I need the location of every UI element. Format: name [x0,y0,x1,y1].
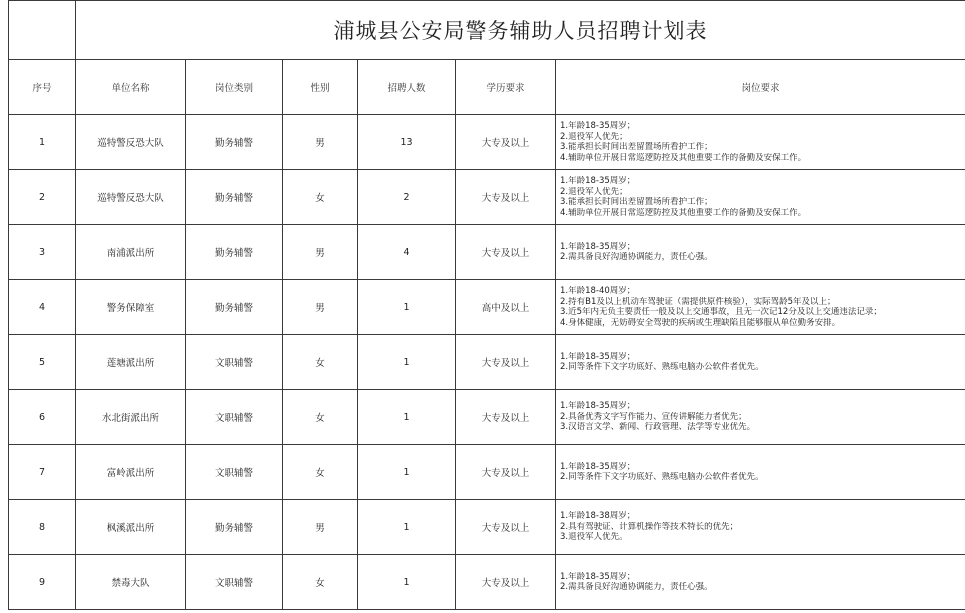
requirement-line: 4.辅助单位开展日常巡逻防控及其他重要工作的备勤及安保工作。 [560,207,807,218]
requirement-line: 1.年龄18-38周岁； [560,511,636,522]
cell-education: 大专及以上 [456,170,556,225]
header-unit: 单位名称 [76,60,186,115]
cell-category: 勤务辅警 [186,500,283,555]
cell-count: 1 [358,390,456,445]
cell-category: 勤务辅警 [186,225,283,280]
table-row [9,170,965,225]
cell-no: 4 [9,280,76,335]
header-requirements: 岗位要求 [556,60,965,115]
cell-no: 5 [9,335,76,390]
cell-category: 勤务辅警 [186,170,283,225]
cell-unit: 水北街派出所 [76,390,186,445]
cell-unit: 富岭派出所 [76,445,186,500]
requirement-line: 1.年龄18-35周岁； [560,401,636,412]
cell-requirements [556,335,965,390]
cell-requirements [556,500,965,555]
cell-gender: 女 [283,335,358,390]
cell-count: 2 [358,170,456,225]
requirement-line: 2.具备优秀文字写作能力、宣传讲解能力者优先； [560,411,747,422]
cell-gender: 男 [283,280,358,335]
requirement-line: 4.身体健康，无妨碍安全驾驶的疾病或生理缺陷且能够服从单位勤务安排。 [560,317,841,328]
cell-count: 1 [358,445,456,500]
cell-requirements [556,225,965,280]
cell-category: 文职辅警 [186,390,283,445]
cell-category: 勤务辅警 [186,115,283,170]
cell-unit: 枫溪派出所 [76,500,186,555]
cell-unit: 警务保障室 [76,280,186,335]
requirement-line: 3.能承担长时间出差留置场所看护工作； [560,197,713,207]
requirement-line: 1.年龄18-35周岁； [560,121,636,131]
requirement-line: 1.年龄18-35周岁； [560,351,636,362]
requirement-line: 2.退役军人优先； [560,186,628,197]
cell-count: 4 [358,225,456,280]
table-row [9,445,965,500]
cell-requirements [556,555,965,610]
requirement-line: 1.年龄18-35周岁； [560,461,636,472]
header-category: 岗位类别 [186,60,283,115]
cell-no: 9 [9,555,76,610]
cell-no: 8 [9,500,76,555]
cell-requirements [556,280,965,335]
requirement-line: 2.同等条件下文字功底好、熟练电脑办公软件者优先。 [560,472,764,482]
cell-no: 3 [9,225,76,280]
cell-count: 1 [358,280,456,335]
requirement-line: 2.需具备良好沟通协调能力，责任心强。 [560,252,713,262]
cell-unit: 禁毒大队 [76,555,186,610]
cell-education: 高中及以上 [456,280,556,335]
cell-no: 1 [9,115,76,170]
header-row [9,60,965,115]
cell-count: 1 [358,335,456,390]
requirement-line: 1.年龄18-35周岁； [560,571,636,582]
table-row [9,115,965,170]
cell-requirements [556,115,965,170]
table-row [9,500,965,555]
table-row [9,555,965,610]
header-count: 招聘人数 [358,60,456,115]
cell-education: 大专及以上 [456,390,556,445]
requirement-line: 2.退役军人优先； [560,131,628,142]
header-no: 序号 [9,60,76,115]
requirement-line: 1.年龄18-40周岁； [560,286,636,296]
requirement-line: 3.近5年内无负主要责任一般及以上交通事故，且无一次记12分及以上交通违法记录； [560,307,882,317]
cell-gender: 女 [283,170,358,225]
cell-gender: 女 [283,445,358,500]
cell-unit: 巡特警反恐大队 [76,115,186,170]
cell-no: 7 [9,445,76,500]
requirement-line: 1.年龄18-35周岁； [560,176,636,186]
cell-unit: 莲塘派出所 [76,335,186,390]
recruitment-table [8,0,965,610]
requirement-line: 3.能承担长时间出差留置场所看护工作； [560,142,713,152]
cell-gender: 女 [283,555,358,610]
requirement-line: 2.需具备良好沟通协调能力，责任心强。 [560,582,713,592]
cell-category: 文职辅警 [186,335,283,390]
cell-count: 1 [358,500,456,555]
cell-category: 勤务辅警 [186,280,283,335]
cell-no: 2 [9,170,76,225]
header-gender: 性别 [283,60,358,115]
cell-unit: 南浦派出所 [76,225,186,280]
page-title: 浦城县公安局警务辅助人员招聘计划表 [76,1,965,60]
cell-category: 文职辅警 [186,555,283,610]
cell-category: 文职辅警 [186,445,283,500]
cell-education: 大专及以上 [456,115,556,170]
table-row [9,225,965,280]
requirement-line: 2.同等条件下文字功底好、熟练电脑办公软件者优先。 [560,362,764,372]
table-row [9,335,965,390]
cell-gender: 女 [283,390,358,445]
requirement-line: 2.具有驾驶证、计算机操作等技术特长的优先； [560,521,739,532]
table-row [9,390,965,445]
cell-education: 大专及以上 [456,445,556,500]
cell-gender: 男 [283,500,358,555]
requirement-line: 3.退役军人优先。 [560,532,628,543]
requirement-line: 1.年龄18-35周岁； [560,241,636,252]
cell-requirements [556,390,965,445]
cell-count: 13 [358,115,456,170]
cell-requirements [556,445,965,500]
requirement-line: 3.汉语言文学、新闻、行政管理、法学等专业优先。 [560,422,756,433]
cell-education: 大专及以上 [456,335,556,390]
cell-gender: 男 [283,115,358,170]
cell-requirements [556,170,965,225]
requirement-line: 2.持有B1及以上机动车驾驶证（需提供原件核验），实际驾龄5年及以上； [560,296,836,307]
requirement-line: 4.辅助单位开展日常巡逻防控及其他重要工作的备勤及安保工作。 [560,152,807,163]
title-row [9,1,965,60]
cell-no: 6 [9,390,76,445]
cell-education: 大专及以上 [456,555,556,610]
corner-cell [9,1,76,60]
cell-gender: 男 [283,225,358,280]
cell-unit: 巡特警反恐大队 [76,170,186,225]
cell-count: 1 [358,555,456,610]
table-row [9,280,965,335]
recruitment-sheet [8,0,965,613]
header-education: 学历要求 [456,60,556,115]
cell-education: 大专及以上 [456,225,556,280]
cell-education: 大专及以上 [456,500,556,555]
